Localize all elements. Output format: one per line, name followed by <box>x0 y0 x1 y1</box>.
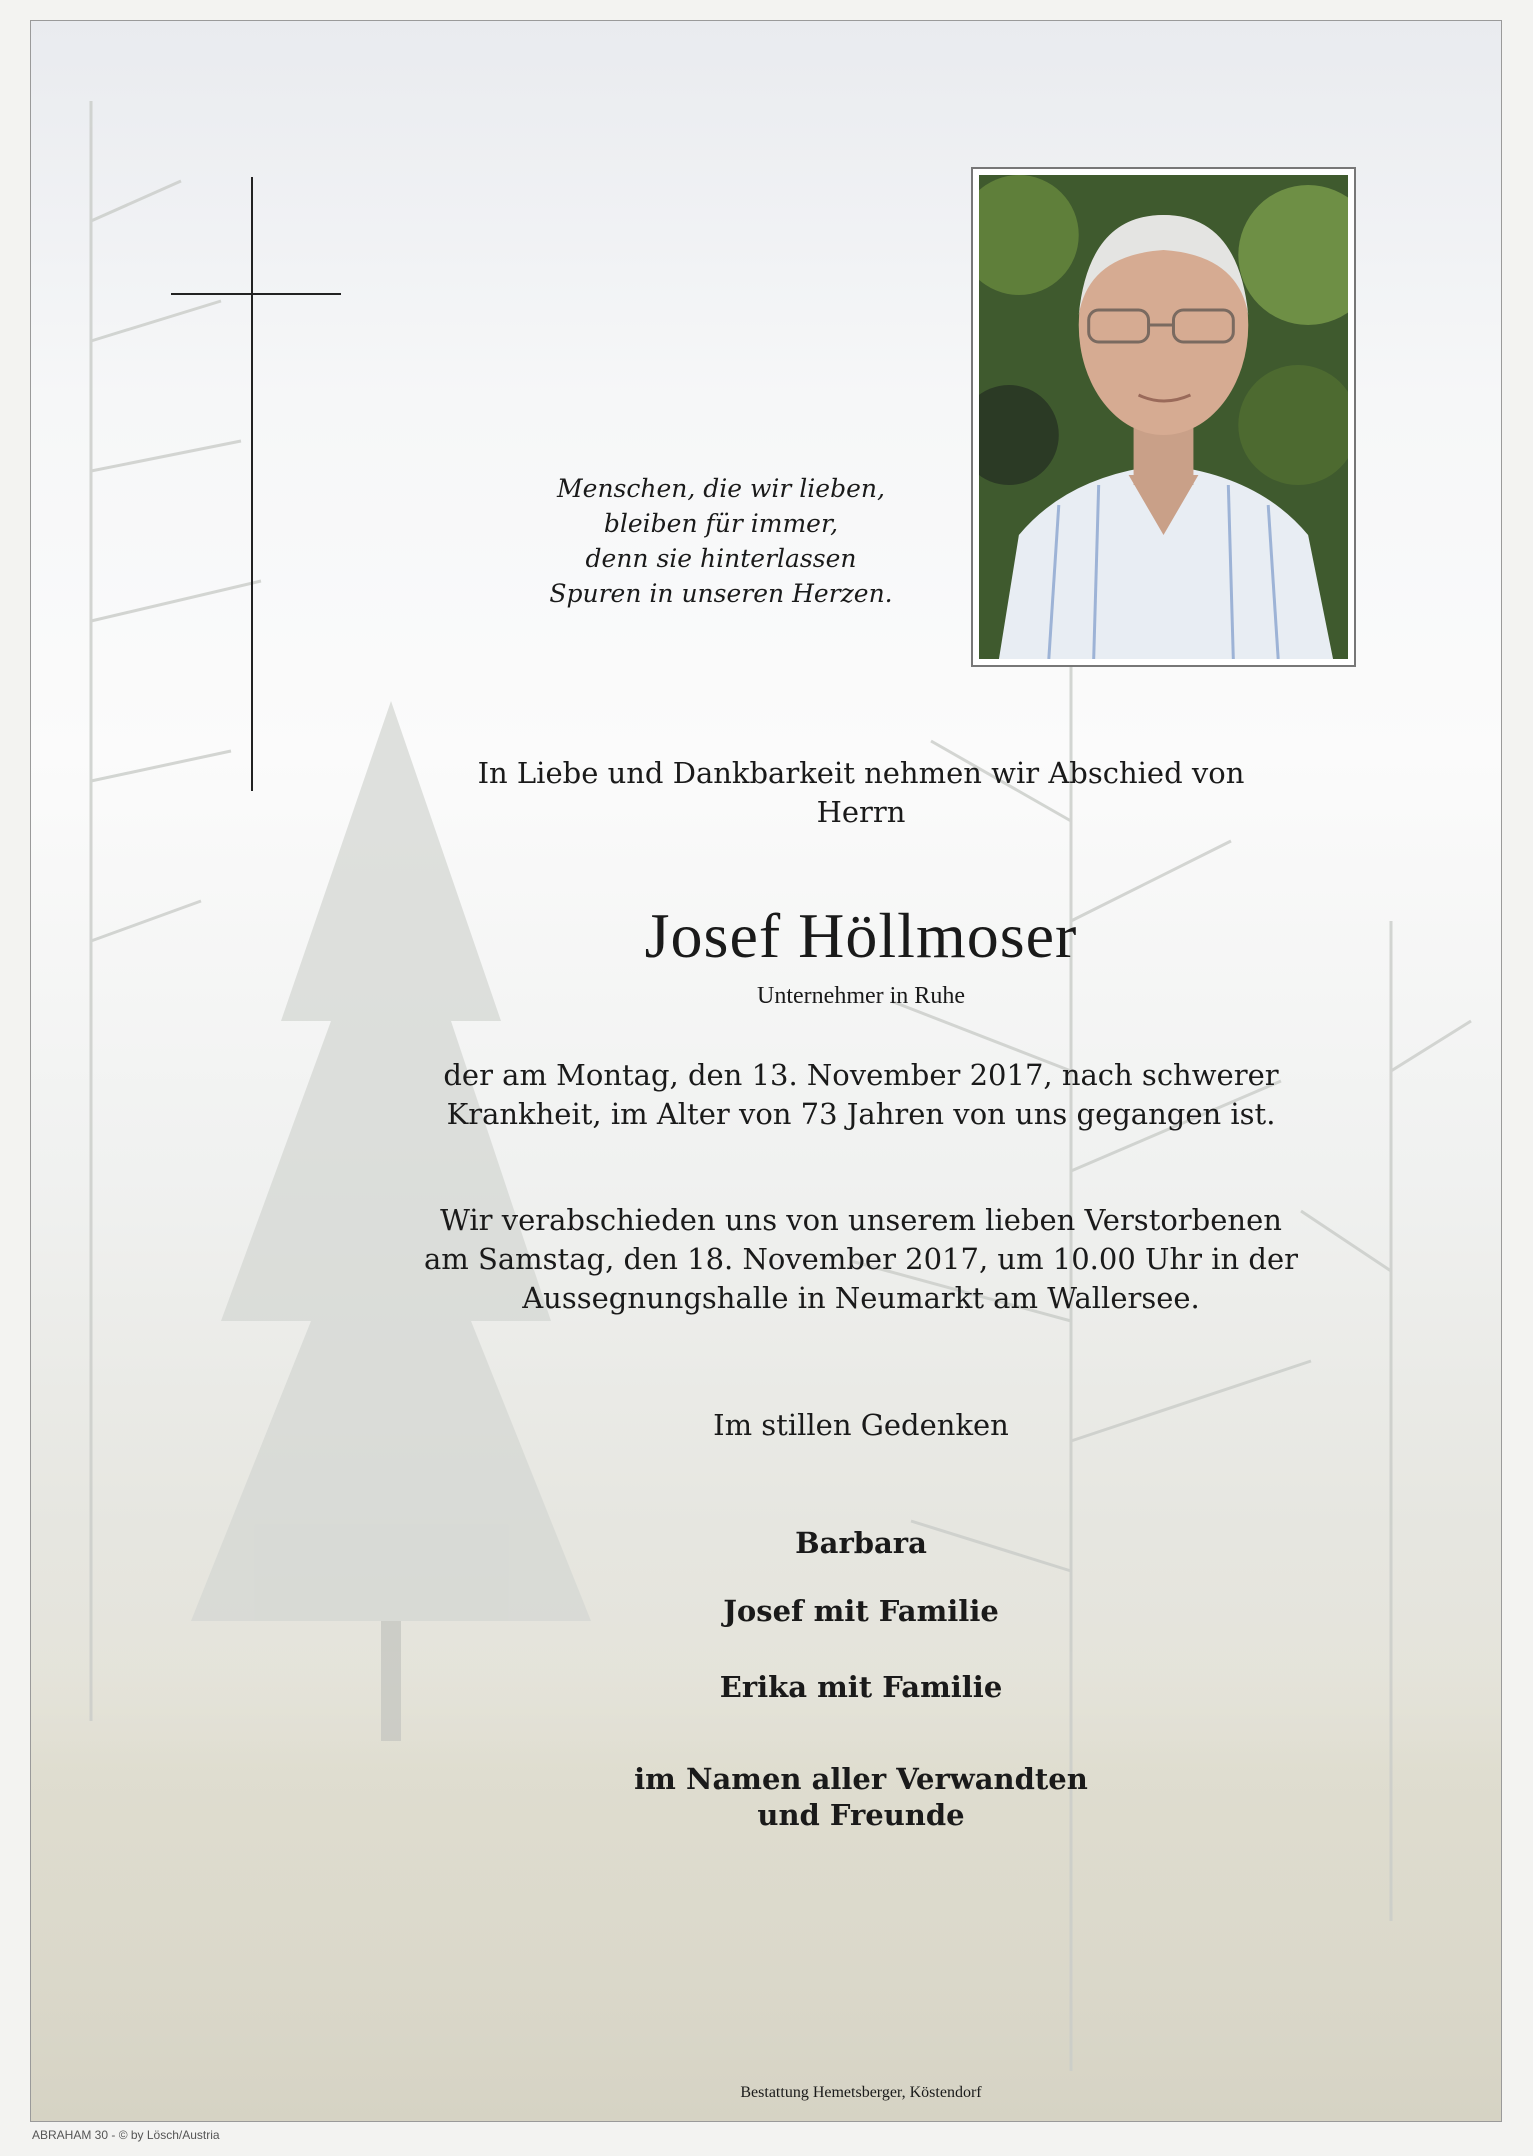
service-line: am Samstag, den 18. November 2017, um 10.00 Uhr in der <box>424 1242 1298 1276</box>
obituary-card <box>30 20 1502 2122</box>
portrait-photo <box>979 175 1348 659</box>
closing-line: und Freunde <box>757 1798 965 1832</box>
quote-line: denn sie hinterlassen <box>585 544 857 573</box>
quote-line: Menschen, die wir lieben, <box>557 474 885 503</box>
death-line: der am Montag, den 13. November 2017, nach schwerer <box>443 1058 1279 1092</box>
memorial-quote <box>471 471 971 611</box>
memory-line: Im stillen Gedenken <box>713 1408 1009 1442</box>
intro-line: In Liebe und Dankbarkeit nehmen wir Abschied von <box>477 756 1245 790</box>
death-notice <box>411 1056 1311 1134</box>
service-line: Wir verabschieden uns von unserem lieben Verstorbenen <box>440 1203 1282 1237</box>
quote-line: bleiben für immer, <box>603 509 839 538</box>
deceased-name: Josef Höllmoser <box>644 900 1078 971</box>
mourner-name: Erika mit Familie <box>719 1670 1003 1704</box>
portrait-frame <box>971 167 1356 667</box>
service-notice <box>411 1201 1311 1318</box>
cross-vertical <box>251 177 253 791</box>
closing-line: im Namen aller Verwandten <box>634 1762 1088 1796</box>
mourner-name: Josef mit Familie <box>723 1594 999 1628</box>
mourner-name: Barbara <box>795 1526 927 1560</box>
cross-horizontal <box>171 293 341 295</box>
deceased-occupation: Unternehmer in Ruhe <box>757 983 965 1009</box>
death-line: Krankheit, im Alter von 73 Jahren von uns gegangen ist. <box>446 1097 1276 1131</box>
funeral-home: Bestattung Hemetsberger, Köstendorf <box>740 2084 982 2101</box>
service-line: Aussegnungshalle in Neumarkt am Wallersee. <box>522 1281 1200 1315</box>
template-credit: ABRAHAM 30 - © by Lösch/Austria <box>32 2128 220 2142</box>
quote-line: Spuren in unseren Herzen. <box>549 579 893 608</box>
intro-line: Herrn <box>816 795 906 829</box>
farewell-intro <box>411 754 1311 832</box>
mourners-closing <box>411 1761 1311 1833</box>
